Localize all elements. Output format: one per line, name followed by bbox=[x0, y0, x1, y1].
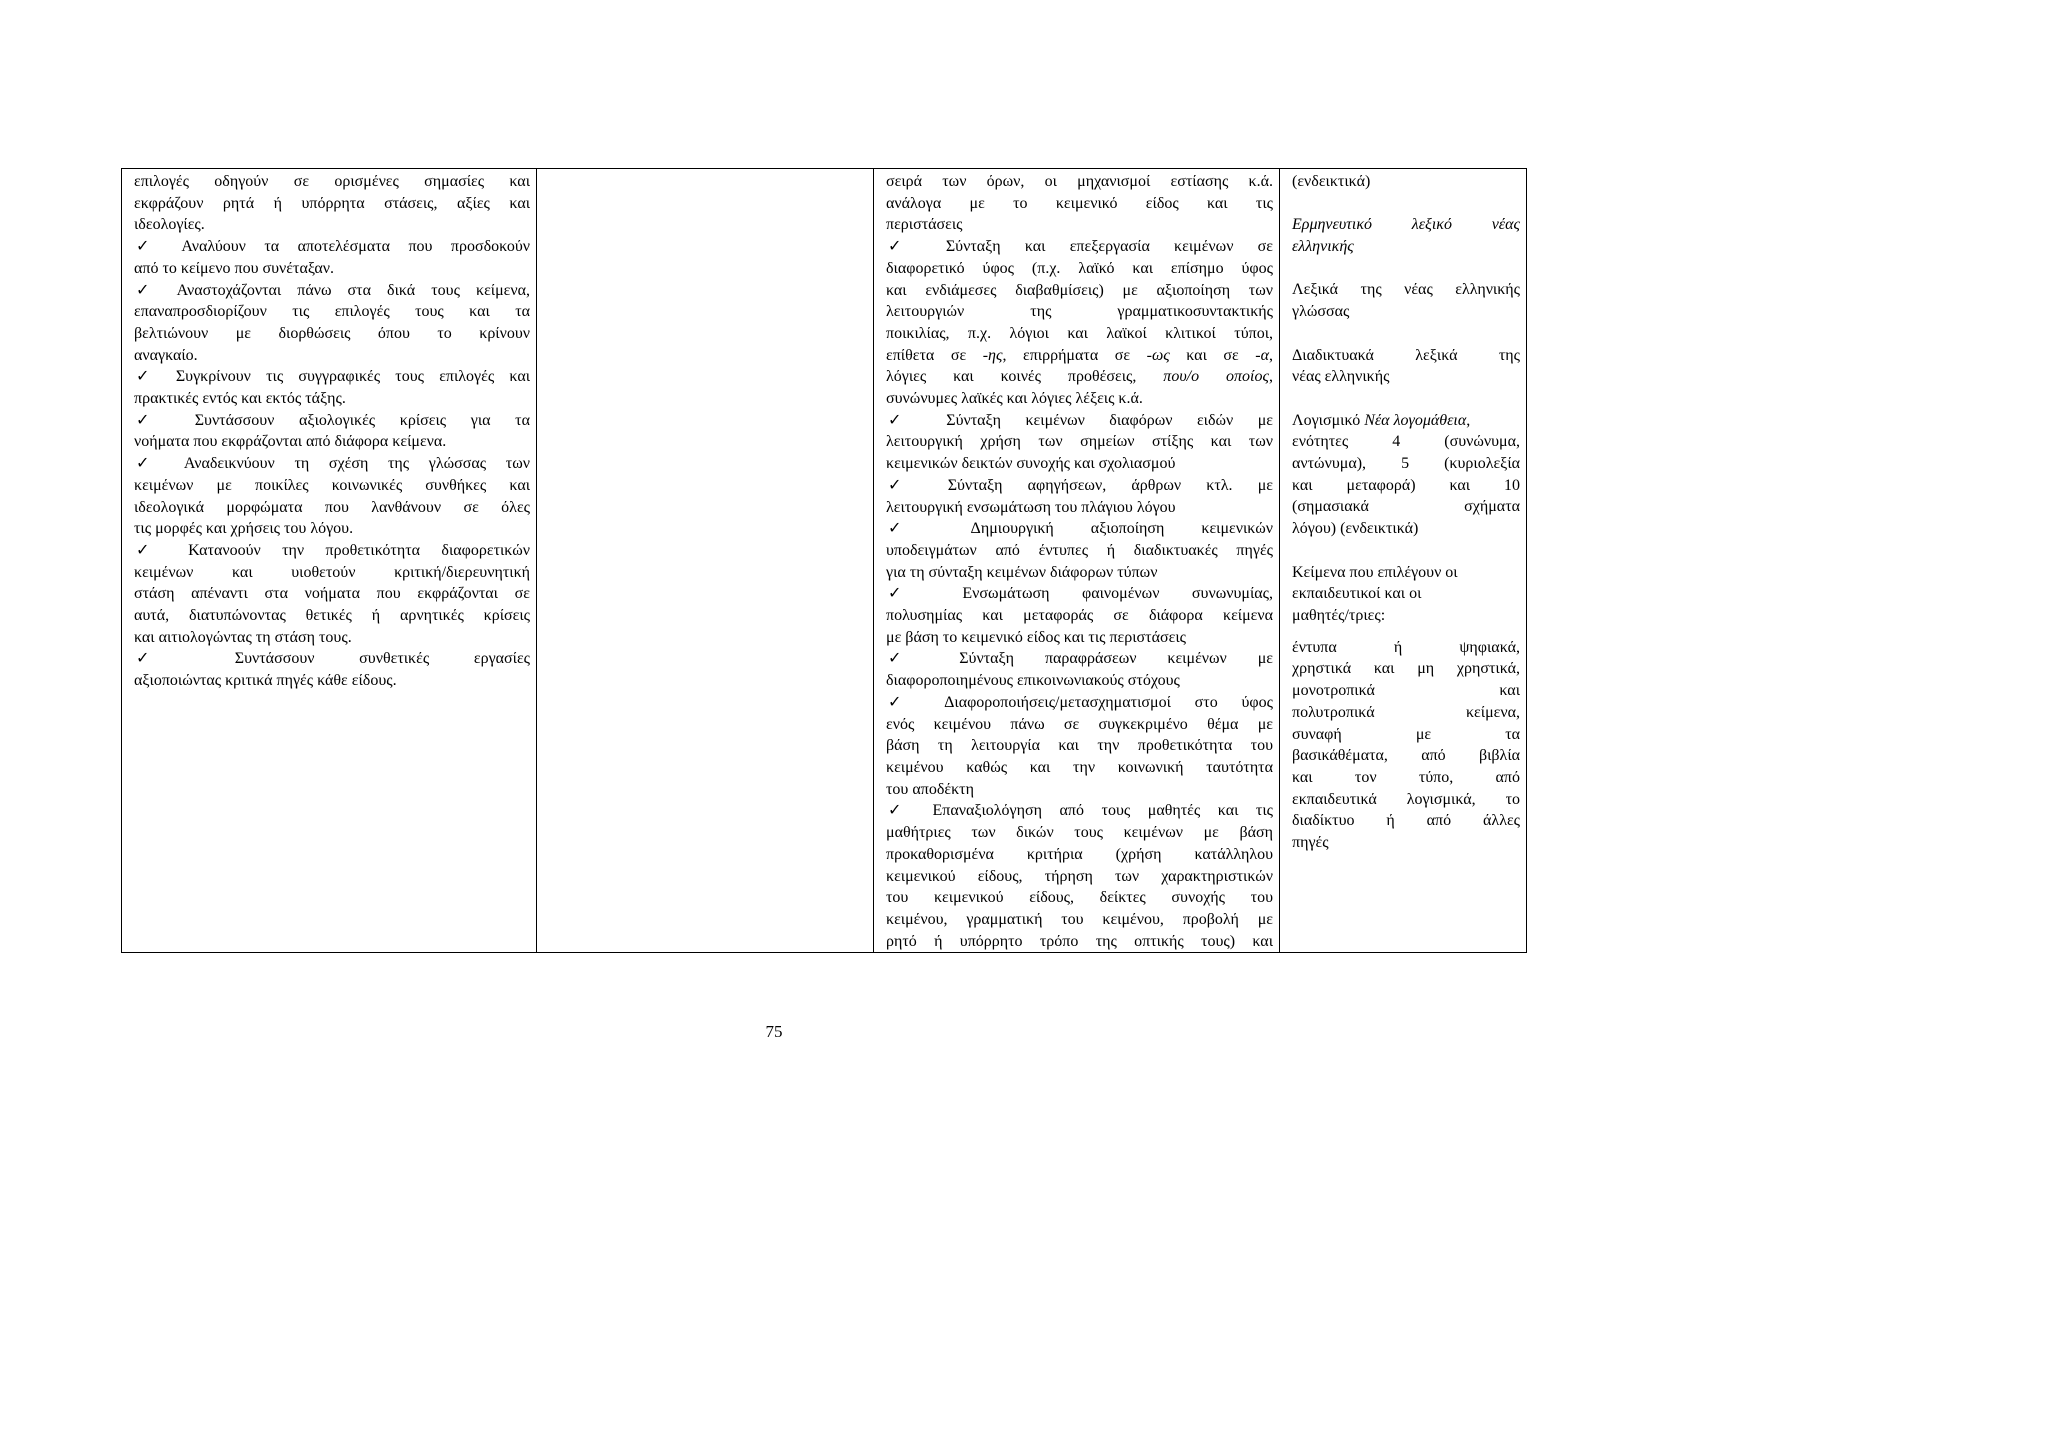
text-line: και μεταφορά) και 10 bbox=[1292, 476, 1520, 494]
text-line: μαθήτριες των δικών τους κειμένων με βάση bbox=[886, 824, 1273, 842]
dictionary-title: ελληνικής bbox=[1292, 238, 1354, 256]
italic-suffix: -ως bbox=[1146, 346, 1170, 364]
text-line: βελτιώνουν με διορθώσεις όπου το κρίνουν bbox=[134, 324, 530, 342]
spacer bbox=[1292, 540, 1520, 562]
text-line: επιλογές οδηγούν σε ορισμένες σημασίες και bbox=[134, 173, 530, 190]
text-line: ανάλογα με το κειμενικό είδος και τις bbox=[886, 194, 1273, 212]
checkmark-item: ✓ Διαφοροποιήσεις/μετασχηματισμοί στο ύφος bbox=[888, 693, 1273, 711]
text-run: , bbox=[1466, 411, 1471, 429]
text-line: ενότητες 4 (συνώνυμα, bbox=[1292, 433, 1520, 451]
text-line: εκφράζουν ρητά ή υπόρρητα στάσεις, αξίες και bbox=[134, 194, 530, 212]
text-line: πολυσημίας και μεταφοράς σε διάφορα κείμενα bbox=[886, 607, 1273, 625]
learning-outcomes-cell bbox=[122, 169, 537, 953]
text-line: προκαθορισμένα κριτήρια (χρήση κατάλληλου bbox=[886, 845, 1273, 863]
text-line: αυτά, διατυπώνοντας θετικές ή αρνητικές κρίσεις bbox=[134, 607, 530, 625]
text-line: επαναπροσδιορίζουν τις επιλογές τους και τα bbox=[134, 303, 530, 321]
text-line: βασικάθέματα, από βιβλία bbox=[1292, 747, 1520, 765]
text-line: για τη σύνταξη κειμένων διάφορων τύπων bbox=[886, 563, 1158, 581]
checkmark-item: ✓ Σύνταξη παραφράσεων κειμένων με bbox=[888, 650, 1273, 668]
italic-term: που/ο οποίος bbox=[1163, 368, 1269, 386]
text-line: ρητό ή υπόρρητο τρόπο της οπτικής τους) και bbox=[886, 932, 1273, 950]
indicative-label: (ενδεικτικά) bbox=[1292, 173, 1371, 190]
resources-cell bbox=[1280, 169, 1527, 953]
spacer bbox=[1292, 193, 1520, 215]
text-line: του κειμενικού είδους, δείκτες συνοχής του bbox=[886, 889, 1273, 907]
text-line: και τον τύπο, από bbox=[1292, 768, 1520, 786]
text-run: , επιρρήματα σε bbox=[1002, 346, 1147, 364]
checkmark-item: ✓ Συγκρίνουν τις συγγραφικές τους επιλογές και bbox=[136, 368, 530, 386]
spacer bbox=[1292, 258, 1520, 280]
text-line: αντώνυμα), 5 (κυριολεξία bbox=[1292, 455, 1520, 473]
text-line: κειμένων και υιοθετούν κριτική/διερευνητική bbox=[134, 563, 530, 581]
table-row bbox=[122, 169, 1527, 953]
checkmark-item: ✓ Σύνταξη αφηγήσεων, άρθρων κτλ. με bbox=[888, 476, 1273, 494]
software-title: Νέα λογομάθεια bbox=[1364, 411, 1467, 429]
empty-column-cell bbox=[537, 169, 874, 953]
page-number: 75 bbox=[765, 1022, 783, 1041]
text-line: με βάση το κειμενικό είδος και τις περιστάσεις bbox=[886, 628, 1186, 646]
checkmark-item: ✓ Σύνταξη και επεξεργασία κειμένων σε bbox=[888, 238, 1273, 256]
text-line: εκπαιδευτικά λογισμικά, το bbox=[1292, 790, 1520, 808]
text-line: μονοτροπικά και bbox=[1292, 682, 1520, 700]
text-run: και σε bbox=[1169, 346, 1256, 364]
text-line: έντυπα ή ψηφιακά, bbox=[1292, 638, 1520, 656]
checkmark-item: ✓ Κατανοούν την προθετικότητα διαφορετικών bbox=[136, 541, 530, 559]
text-line: από το κείμενο που συνέταξαν. bbox=[134, 259, 334, 277]
checkmark-item: ✓ Ενσωμάτωση φαινομένων συνωνυμίας, bbox=[888, 585, 1273, 603]
text-line: λειτουργιών της γραμματικοσυντακτικής bbox=[886, 303, 1273, 321]
text-line: κειμενικού είδους, τήρηση των χαρακτηριστικών bbox=[886, 867, 1273, 885]
text-line-mixed bbox=[886, 345, 1273, 367]
italic-suffix: -ης bbox=[982, 346, 1003, 364]
text-line: κειμένου, γραμματική του κειμένου, προβολή με bbox=[886, 910, 1273, 928]
text-line: ιδεολογικά μορφώματα που λανθάνουν σε όλες bbox=[134, 498, 530, 516]
text-run: λόγιες και κοινές προθέσεις, bbox=[886, 368, 1164, 386]
text-line: κειμένων με ποικίλες κοινωνικές συνθήκες και bbox=[134, 476, 530, 494]
activities-cell bbox=[874, 169, 1280, 953]
dictionary-title: Ερμηνευτικό λεξικό νέας bbox=[1292, 216, 1520, 234]
text-line: και ενδιάμεσες διαβαθμίσεις) με αξιοποίηση των bbox=[886, 281, 1273, 299]
text-line: μαθητές/τριες: bbox=[1292, 606, 1386, 624]
text-run: , bbox=[1269, 368, 1273, 386]
checkmark-item: ✓ Συντάσσουν αξιολογικές κρίσεις για τα bbox=[136, 411, 530, 429]
text-line: ενός κειμένου πάνω σε συγκεκριμένο θέμα με bbox=[886, 715, 1273, 733]
text-line: αναγκαίο. bbox=[134, 346, 198, 364]
checkmark-item: ✓ Σύνταξη κειμένων διαφόρων ειδών με bbox=[888, 411, 1273, 429]
checkmark-item: ✓ Επαναξιολόγηση από τους μαθητές και τις bbox=[888, 802, 1273, 820]
text-line: εκπαιδευτικοί και οι bbox=[1292, 585, 1422, 603]
text-line: κειμένου καθώς και την κοινωνική ταυτότητα bbox=[886, 758, 1273, 776]
text-line-mixed bbox=[886, 366, 1273, 388]
checkmark-item: ✓ Δημιουργική αξιοποίηση κειμενικών bbox=[888, 520, 1273, 538]
text-line: κειμενικών δεικτών συνοχής και σχολιασμού bbox=[886, 455, 1176, 473]
text-line: λειτουργική χρήση των σημείων στίξης και των bbox=[886, 433, 1273, 451]
text-line: νέας ελληνικής bbox=[1292, 368, 1390, 386]
checkmark-item: ✓ Αναλύουν τα αποτελέσματα που προσδοκούν bbox=[136, 238, 530, 256]
text-line: ιδεολογίες. bbox=[134, 216, 205, 234]
text-line: και αιτιολογώντας τη στάση τους. bbox=[134, 628, 352, 646]
text-line: τις μορφές και χρήσεις του λόγου. bbox=[134, 520, 354, 538]
text-line: πηγές bbox=[1292, 834, 1329, 852]
text-line: στάση απέναντι στα νοήματα που εκφράζονται σε bbox=[134, 585, 530, 603]
text-line: συνώνυμες λαϊκές και λόγιες λέξεις κ.ά. bbox=[886, 390, 1143, 408]
checkmark-item: ✓ Συντάσσουν συνθετικές εργασίες bbox=[136, 650, 530, 668]
checkmark-item: ✓ Αναστοχάζονται πάνω στα δικά τους κείμενα, bbox=[136, 281, 530, 299]
text-line: διαφορετικό ύφος (π.χ. λαϊκό και επίσημο ύφος bbox=[886, 259, 1273, 277]
text-line: περιστάσεις bbox=[886, 216, 963, 234]
spacer bbox=[1292, 388, 1520, 410]
text-line: λειτουργική ενσωμάτωση του πλάγιου λόγου bbox=[886, 498, 1176, 516]
text-line: πρακτικές εντός και εκτός τάξης. bbox=[134, 390, 346, 408]
text-line: διαφοροποιημένους επικοινωνιακούς στόχους bbox=[886, 672, 1180, 690]
text-line: νοήματα που εκφράζονται από διάφορα κείμενα. bbox=[134, 433, 447, 451]
text-line: του αποδέκτη bbox=[886, 780, 974, 798]
curriculum-table bbox=[121, 168, 1527, 953]
text-line: πολυτροπικά κείμενα, bbox=[1292, 703, 1520, 721]
software-line bbox=[1292, 410, 1520, 432]
italic-suffix: -α bbox=[1255, 346, 1270, 364]
text-line: συναφή με τα bbox=[1292, 725, 1520, 743]
text-line: Διαδικτυακά λεξικά της bbox=[1292, 346, 1520, 364]
text-line: βάση τη λειτουργία και την προθετικότητα του bbox=[886, 737, 1273, 755]
text-run: , bbox=[1269, 346, 1274, 364]
text-line: (σημασιακά σχήματα bbox=[1292, 498, 1520, 516]
text-line: Λεξικά της νέας ελληνικής bbox=[1292, 281, 1520, 299]
text-line: Κείμενα που επιλέγουν οι bbox=[1292, 563, 1458, 581]
text-run: επίθετα σε bbox=[886, 346, 983, 364]
text-line: υποδειγμάτων από έντυπες ή διαδικτυακές πηγές bbox=[886, 541, 1273, 559]
text-line: ποικιλίας, π.χ. λόγιοι και λαϊκοί κλιτικοί τύποι, bbox=[886, 324, 1273, 342]
text-line: αξιοποιώντας κριτικά πηγές κάθε είδους. bbox=[134, 672, 397, 690]
checkmark-item: ✓ Αναδεικνύουν τη σχέση της γλώσσας των bbox=[136, 455, 530, 473]
text-line: λόγου) (ενδεικτικά) bbox=[1292, 520, 1419, 538]
text-line: σειρά των όρων, οι μηχανισμοί εστίασης κ.ά. bbox=[886, 173, 1273, 190]
text-run: Λογισμικό bbox=[1292, 411, 1365, 429]
spacer bbox=[1292, 627, 1520, 637]
text-line: γλώσσας bbox=[1292, 303, 1350, 321]
spacer bbox=[1292, 323, 1520, 345]
text-line: διαδίκτυο ή από άλλες bbox=[1292, 812, 1520, 830]
text-line: χρηστικά και μη χρηστικά, bbox=[1292, 660, 1520, 678]
